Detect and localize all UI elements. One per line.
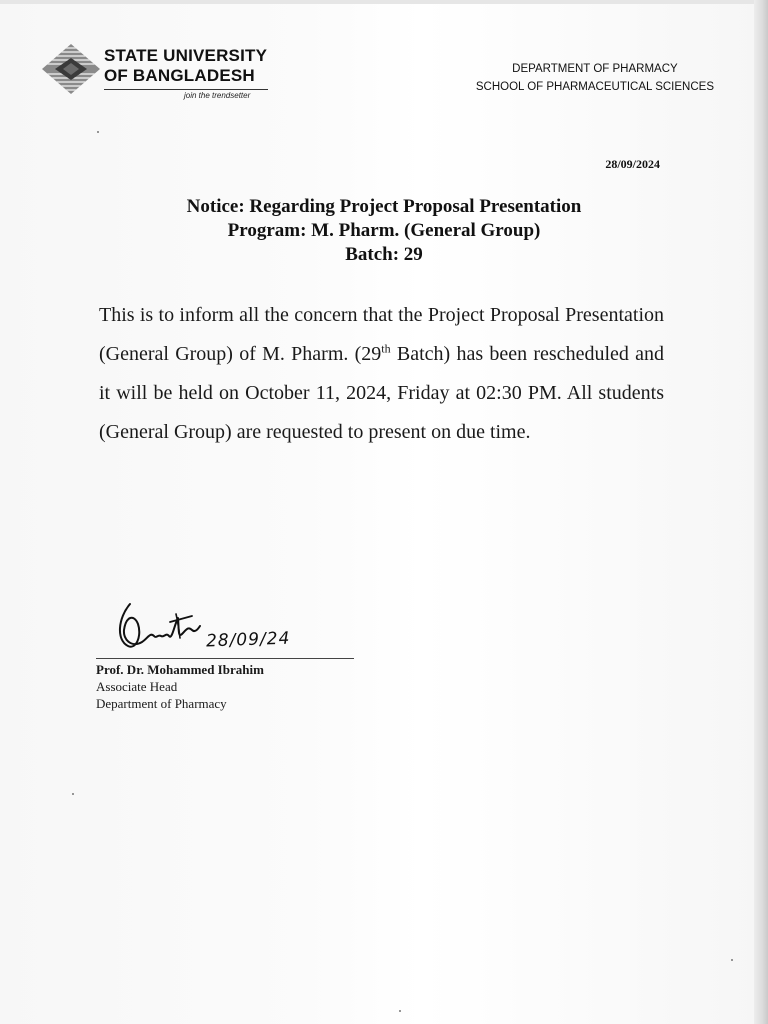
notice-title <box>0 195 768 267</box>
university-tagline: join the trendsetter <box>184 91 251 100</box>
scan-speck <box>72 793 74 795</box>
university-name-line1: STATE UNIVERSITY <box>104 46 268 65</box>
signatory-department: Department of Pharmacy <box>96 696 227 711</box>
department-header <box>476 60 714 96</box>
university-logo-block <box>42 44 282 104</box>
school-name: SCHOOL OF PHARMACEUTICAL SCIENCES <box>475 81 714 93</box>
notice-date: 28/09/2024 <box>605 157 660 171</box>
notice-body <box>99 296 664 452</box>
ordinal-superscript: th <box>381 341 391 356</box>
notice-body-part1: This is to inform all the concern that the Project Proposal Presentation (General Group) of M. Pharm. (29 <box>99 304 664 365</box>
scan-speck <box>731 959 733 961</box>
signatory-block <box>96 661 264 712</box>
diamond-logo-icon <box>42 44 100 94</box>
scan-speck <box>97 131 99 133</box>
logo-underline <box>104 89 268 90</box>
signature-line <box>96 658 354 659</box>
notice-title-line3: Batch: 29 <box>345 244 423 265</box>
notice-body-part2: Batch) has been rescheduled and it will be held on October 11, 2024, Friday at 02:30 PM. All students (General Group) are requested to present on due time. <box>99 343 664 443</box>
scan-right-edge <box>754 0 768 1024</box>
scan-speck <box>399 1010 401 1012</box>
signatory-name: Prof. Dr. Mohammed Ibrahim <box>96 662 264 677</box>
handwritten-signature <box>112 596 202 656</box>
signature-date: 28/09/24 <box>205 628 291 652</box>
department-name: DEPARTMENT OF PHARMACY <box>512 63 678 75</box>
notice-title-line1: Notice: Regarding Project Proposal Presentation <box>186 196 582 217</box>
notice-title-line2: Program: M. Pharm. (General Group) <box>227 220 541 241</box>
signatory-designation: Associate Head <box>96 679 178 694</box>
scan-top-edge <box>0 0 768 4</box>
university-name-line2: OF BANGLADESH <box>104 66 255 85</box>
university-name <box>104 46 267 86</box>
